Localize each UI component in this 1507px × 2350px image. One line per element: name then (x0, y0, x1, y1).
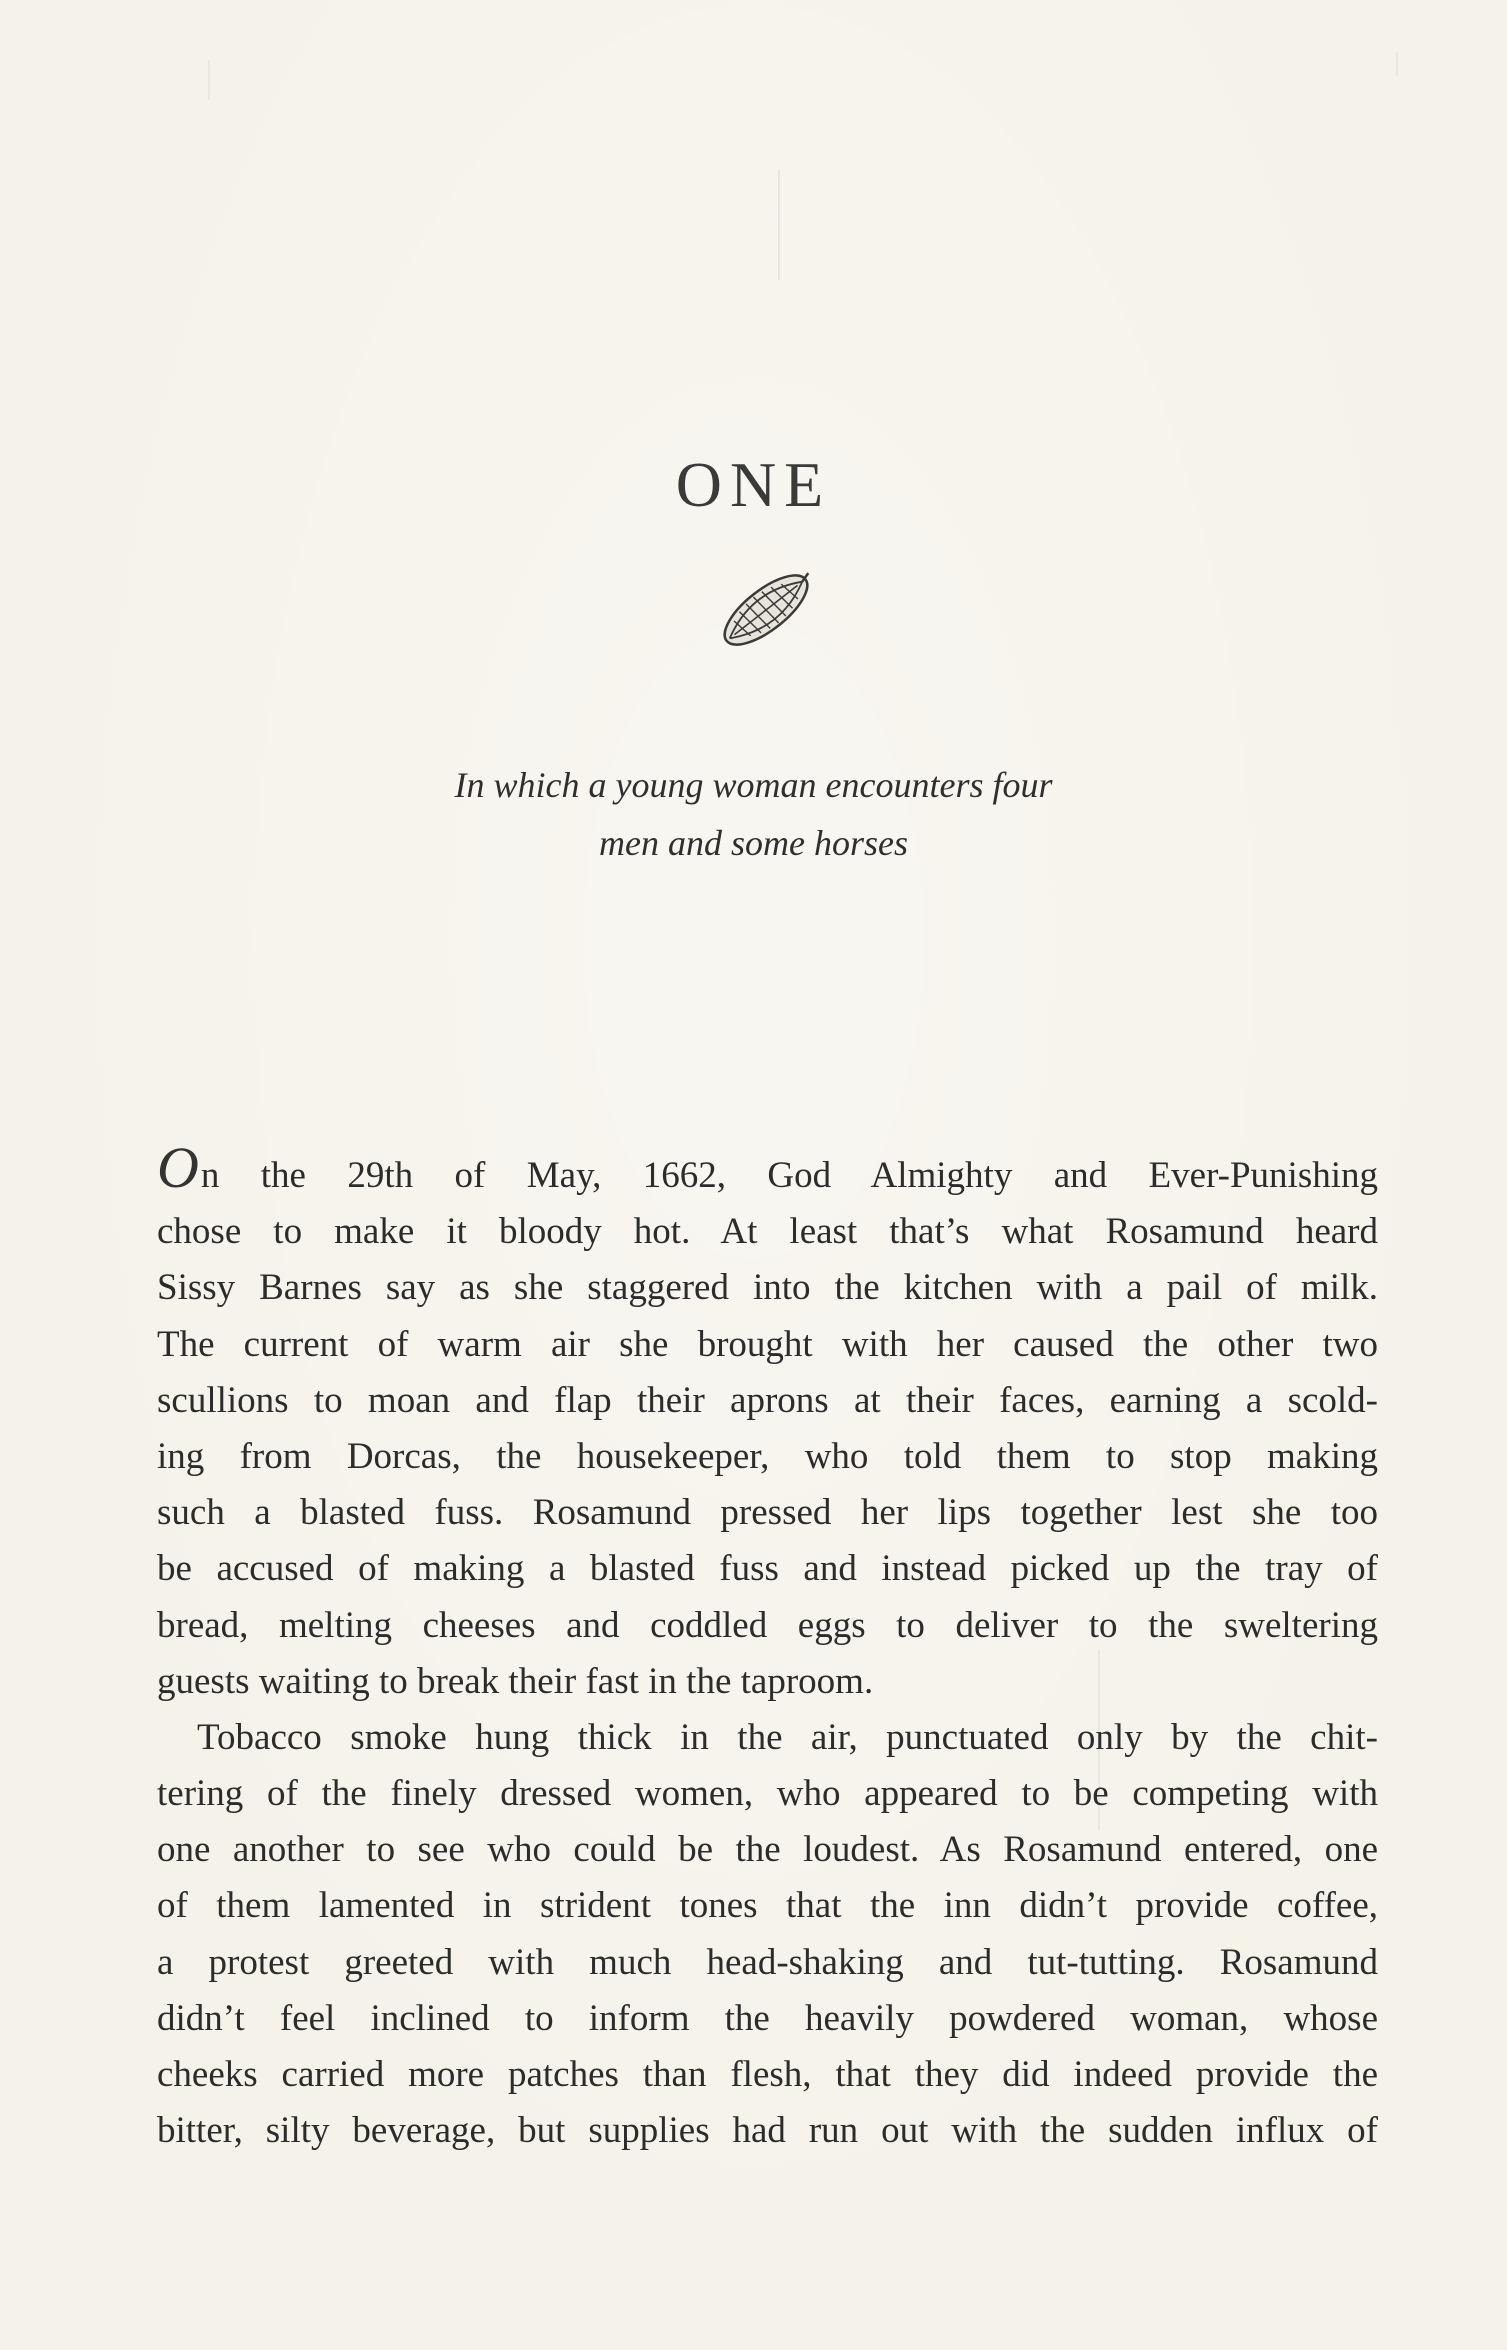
paragraph-line: chose to make it bloody hot. At least that’s what Rosamund heard (157, 1211, 1378, 1253)
drop-cap: O (157, 1135, 199, 1200)
paragraph-line: be accused of making a blasted fuss and instead picked up the tray of (157, 1548, 1378, 1590)
paragraph-line: Tobacco smoke hung thick in the air, punctuated only by the chit- (197, 1716, 1378, 1758)
paragraph-line: cheeks carried more patches than flesh, that they did indeed provide the (157, 2054, 1378, 2095)
scan-mark (208, 60, 210, 100)
chapter-epigraph (0, 756, 1507, 872)
paragraph-line: one another to see who could be the loudest. As Rosamund entered, one (157, 1829, 1378, 1871)
cacao-pod-icon (706, 555, 826, 665)
epigraph-line-2: men and some horses (599, 823, 908, 863)
paragraph-line: guests waiting to break their fast in the taproom. (157, 1660, 874, 1702)
line-text: n the 29th of May, 1662, God Almighty and Ever-Punishing (200, 1155, 1378, 1196)
paragraph-line: ing from Dorcas, the housekeeper, who told them to stop making (157, 1435, 1378, 1477)
paragraph-line: Sissy Barnes say as she staggered into the kitchen with a pail of milk. (157, 1267, 1378, 1309)
paragraph-line: bread, melting cheeses and coddled eggs to deliver to the sweltering (157, 1604, 1378, 1646)
paragraph-line: The current of warm air she brought with her caused the other two (157, 1323, 1378, 1365)
scan-mark (1396, 52, 1398, 76)
body-text (157, 1135, 1378, 2159)
paragraph-line: of them lamented in strident tones that the inn didn’t provide coffee, (157, 1885, 1378, 1927)
paragraph-line: scullions to moan and flap their aprons at their faces, earning a scold- (157, 1379, 1378, 1421)
scan-mark (1098, 1650, 1100, 1830)
paragraph-line (157, 1135, 1378, 1204)
paragraph-line: didn’t feel inclined to inform the heavily powdered woman, whose (157, 1997, 1378, 2039)
paragraph-line: tering of the finely dressed women, who appeared to be competing with (157, 1773, 1378, 1815)
epigraph-line-1: In which a young woman encounters four (454, 765, 1053, 805)
chapter-title: ONE (675, 449, 832, 520)
paragraph-line: such a blasted fuss. Rosamund pressed her lips together lest she too (157, 1492, 1378, 1534)
paragraph-line: a protest greeted with much head-shaking and tut-tutting. Rosamund (157, 1941, 1378, 1983)
paragraph-line: bitter, silty beverage, but supplies had run out with the sudden influx of (157, 2110, 1378, 2152)
scan-mark (778, 170, 780, 280)
